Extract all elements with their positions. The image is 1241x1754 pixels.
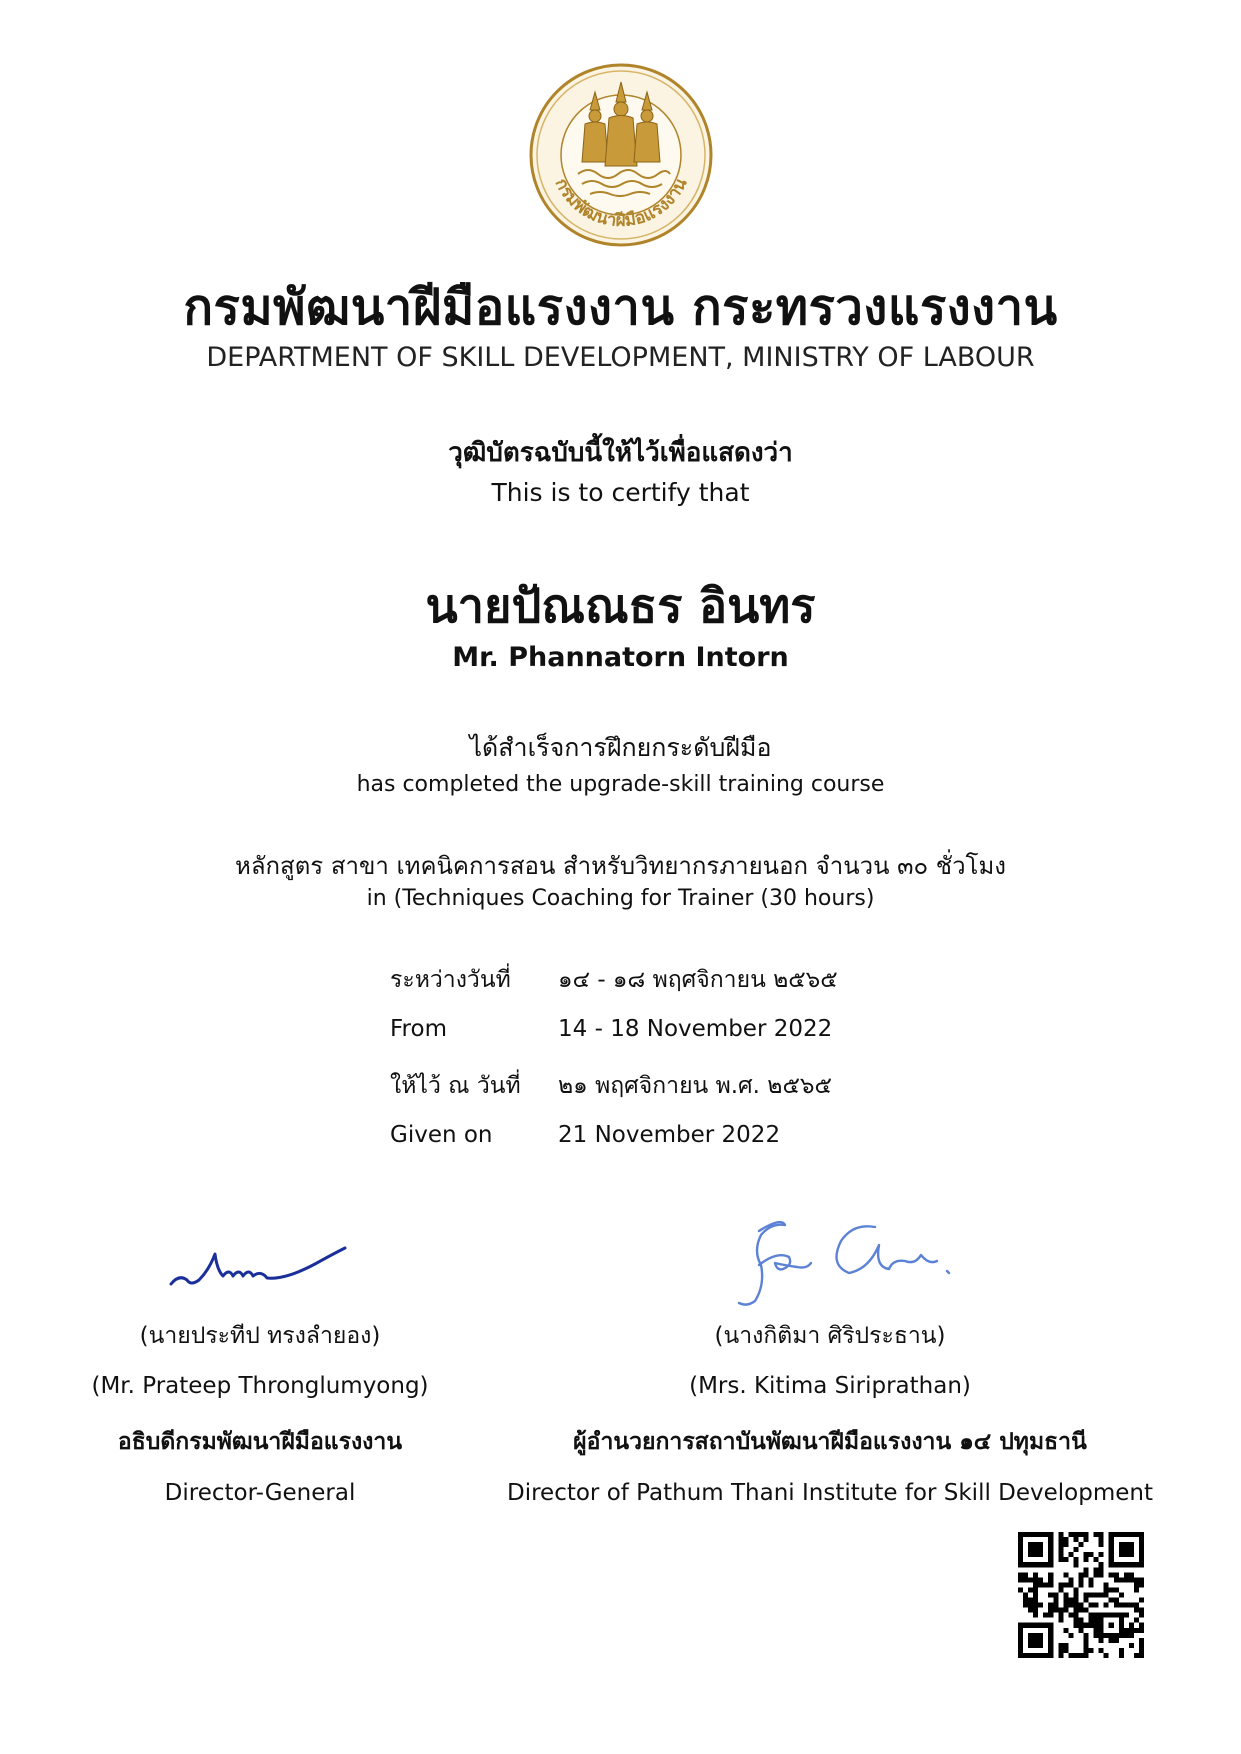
given-date-label-thai: ให้ไว้ ณ วันที่ [390, 1073, 521, 1099]
seal-ring-text: กรมพัฒนาฝีมือแรงงาน [550, 175, 692, 232]
signature-institute-director [725, 1215, 965, 1310]
signatory-right-name-english: (Mrs. Kitima Siriprathan) [689, 1373, 971, 1399]
department-title-english: DEPARTMENT OF SKILL DEVELOPMENT, MINISTRY OF LABOUR [206, 342, 1035, 373]
signatory-right-title-english: Director of Pathum Thani Institute for Skill Development [507, 1480, 1153, 1506]
signatory-left-name-english: (Mr. Prateep Thronglumyong) [91, 1373, 429, 1399]
signatory-right-name-thai: (นางกิติมา ศิริประธาน) [714, 1323, 946, 1349]
recipient-name-english: Mr. Phannatorn Intorn [452, 642, 789, 673]
recipient-name-thai: นายปัณณธร อินทร [425, 579, 816, 634]
date-range-value-english: 14 - 18 November 2022 [558, 1016, 833, 1042]
signatory-left-name-thai: (นายประทีป ทรงลำยอง) [139, 1323, 381, 1349]
given-date-value-english: 21 November 2022 [558, 1122, 781, 1148]
certify-heading-thai: วุฒิบัตรฉบับนี้ให้ไว้เพื่อแสดงว่า [448, 438, 793, 468]
given-date-value-thai: ๒๑ พฤศจิกายน พ.ศ. ๒๕๖๕ [558, 1073, 832, 1099]
course-name-english: in (Techniques Coaching for Trainer (30 hours) [366, 886, 875, 911]
signature-director-general [165, 1240, 355, 1300]
completion-text-thai: ได้สำเร็จการฝึกยกระดับฝีมือ [469, 733, 772, 762]
department-seal-logo [528, 62, 714, 248]
date-range-label-english: From [390, 1016, 447, 1042]
department-title-thai: กรมพัฒนาฝีมือแรงงาน กระทรวงแรงงาน [183, 279, 1058, 336]
course-name-thai: หลักสูตร สาขา เทคนิคการสอน สำหรับวิทยากรภายนอก จำนวน ๓๐ ชั่วโมง [235, 852, 1006, 880]
date-range-label-thai: ระหว่างวันที่ [390, 967, 511, 993]
date-range-value-thai: ๑๔ - ๑๘ พฤศจิกายน ๒๕๖๕ [558, 967, 838, 993]
signatory-right-title-thai: ผู้อำนวยการสถาบันพัฒนาฝีมือแรงงาน ๑๔ ปทุมธานี [573, 1429, 1087, 1455]
signatory-left-title-english: Director-General [164, 1480, 356, 1506]
certify-heading-english: This is to certify that [491, 478, 750, 507]
completion-text-english: has completed the upgrade-skill training course [356, 772, 885, 797]
signatory-left-title-thai: อธิบดีกรมพัฒนาฝีมือแรงงาน [117, 1429, 403, 1455]
given-date-label-english: Given on [390, 1122, 493, 1148]
qr-code-icon[interactable] [1018, 1532, 1144, 1658]
